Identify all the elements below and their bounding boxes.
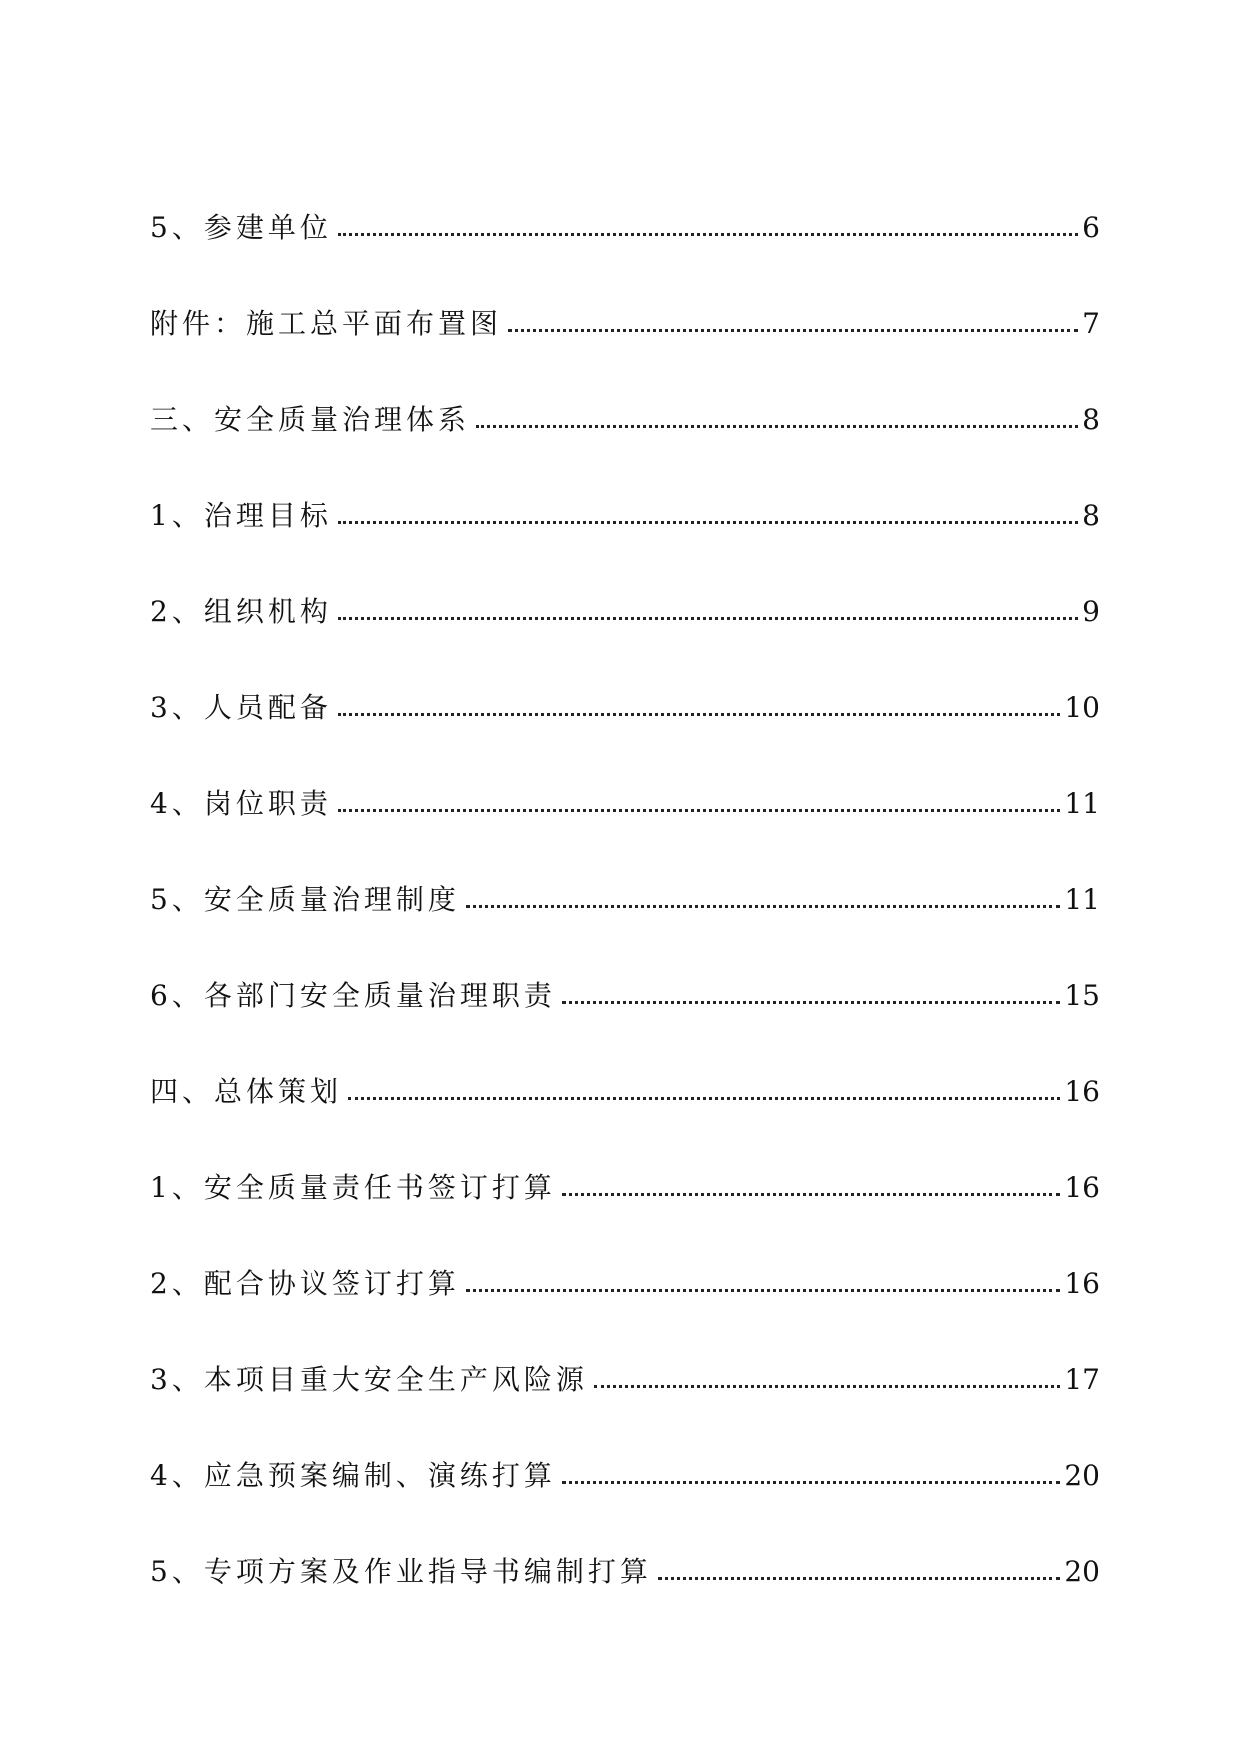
toc-entry-title: 6、各部门安全质量治理职责 (150, 979, 556, 1012)
toc-entry[interactable] (150, 532, 1100, 628)
toc-dot-leader (594, 1385, 1061, 1388)
toc-dot-leader (658, 1577, 1061, 1580)
toc-entry[interactable] (150, 1396, 1100, 1492)
toc-entry-page: 16 (1064, 1267, 1100, 1300)
toc-entry-title: 四、总体策划 (150, 1075, 343, 1108)
toc-entry-title: 3、人员配备 (150, 691, 332, 724)
toc-entry[interactable] (150, 1108, 1100, 1204)
toc-entry[interactable] (150, 1012, 1100, 1108)
toc-entry[interactable] (150, 340, 1100, 436)
toc-dot-leader (348, 1097, 1060, 1100)
toc-dot-leader (476, 425, 1078, 428)
toc-dot-leader (338, 617, 1078, 620)
toc-entry-title: 3、本项目重大安全生产风险源 (150, 1363, 588, 1396)
toc-entry-page: 20 (1064, 1555, 1100, 1588)
toc-entry-title: 4、应急预案编制、演练打算 (150, 1459, 556, 1492)
toc-entry-title: 5、安全质量治理制度 (150, 883, 460, 916)
toc-entry-page: 9 (1082, 595, 1100, 628)
toc-dot-leader (338, 233, 1078, 236)
toc-entry-page: 15 (1064, 979, 1100, 1012)
toc-entry-title: 附件：施工总平面布置图 (150, 307, 503, 340)
toc-entry[interactable] (150, 628, 1100, 724)
toc-dot-leader (562, 1193, 1061, 1196)
toc-entry[interactable] (150, 148, 1100, 244)
toc-entry[interactable] (150, 1204, 1100, 1300)
toc-dot-leader (562, 1001, 1061, 1004)
toc-entry[interactable] (150, 916, 1100, 1012)
toc-entry-page: 8 (1082, 403, 1100, 436)
toc-entry-page: 16 (1064, 1171, 1100, 1204)
toc-entry-page: 16 (1064, 1075, 1100, 1108)
toc-entry-title: 5、参建单位 (150, 211, 332, 244)
toc-entry-title: 1、治理目标 (150, 499, 332, 532)
toc-entry[interactable] (150, 244, 1100, 340)
table-of-contents (150, 148, 1100, 1588)
toc-dot-leader (466, 1289, 1061, 1292)
toc-entry-page: 11 (1064, 883, 1100, 916)
toc-dot-leader (338, 809, 1061, 812)
toc-entry-page: 6 (1082, 211, 1100, 244)
toc-dot-leader (338, 521, 1078, 524)
toc-entry[interactable] (150, 436, 1100, 532)
toc-entry-page: 20 (1064, 1459, 1100, 1492)
toc-entry[interactable] (150, 1492, 1100, 1588)
toc-entry-page: 8 (1082, 499, 1100, 532)
toc-dot-leader (508, 329, 1078, 332)
toc-entry-title: 4、岗位职责 (150, 787, 332, 820)
toc-dot-leader (562, 1481, 1061, 1484)
toc-entry-page: 17 (1064, 1363, 1100, 1396)
toc-dot-leader (338, 713, 1061, 716)
toc-entry-title: 三、安全质量治理体系 (150, 403, 471, 436)
toc-entry-title: 5、专项方案及作业指导书编制打算 (150, 1555, 652, 1588)
toc-entry[interactable] (150, 820, 1100, 916)
toc-entry-title: 1、安全质量责任书签订打算 (150, 1171, 556, 1204)
toc-dot-leader (466, 905, 1061, 908)
toc-entry-title: 2、配合协议签订打算 (150, 1267, 460, 1300)
toc-entry-title: 2、组织机构 (150, 595, 332, 628)
toc-entry-page: 10 (1064, 691, 1100, 724)
toc-entry-page: 11 (1064, 787, 1100, 820)
toc-entry[interactable] (150, 1300, 1100, 1396)
toc-entry-page: 7 (1082, 307, 1100, 340)
toc-entry[interactable] (150, 724, 1100, 820)
